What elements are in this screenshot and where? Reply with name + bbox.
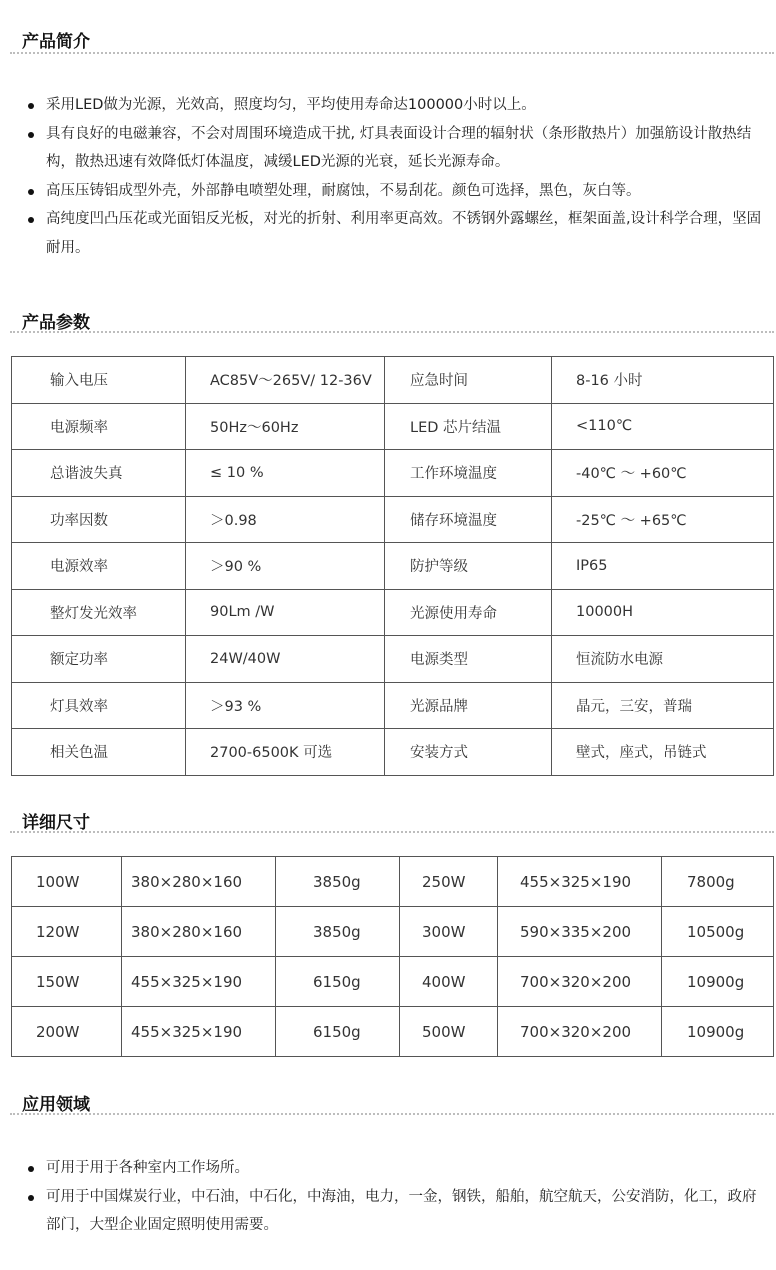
intro-divider [10, 52, 774, 54]
size-table [11, 856, 774, 1057]
param-label: 光源使用寿命 [385, 589, 552, 636]
size-weight: 6150g [276, 1007, 400, 1057]
param-label: 功率因数 [12, 496, 186, 543]
size-power: 120W [12, 907, 122, 957]
size-dimensions: 455×325×190 [498, 857, 662, 907]
param-value: -25℃ ～ +65℃ [552, 496, 774, 543]
table-row [12, 1007, 774, 1057]
intro-list [26, 91, 766, 262]
param-label: 光源品牌 [385, 682, 552, 729]
size-dimensions: 455×325×190 [122, 957, 276, 1007]
table-row [12, 589, 774, 636]
size-weight: 10900g [662, 1007, 774, 1057]
param-value: ＞0.98 [186, 496, 385, 543]
param-label: 总谐波失真 [12, 450, 186, 497]
table-row [12, 543, 774, 590]
table-row [12, 729, 774, 776]
params-divider [10, 331, 774, 333]
param-value: ≤ 10 % [186, 450, 385, 497]
table-row [12, 403, 774, 450]
table-row [12, 636, 774, 683]
param-label: LED 芯片结温 [385, 403, 552, 450]
param-value: 50Hz～60Hz [186, 403, 385, 450]
size-power: 300W [400, 907, 498, 957]
intro-item: 高压压铸铝成型外壳，外部静电喷塑处理，耐腐蚀，不易刮花。颜色可选择，黑色，灰白等。 [26, 177, 766, 206]
size-weight: 10900g [662, 957, 774, 1007]
size-dimensions: 700×320×200 [498, 1007, 662, 1057]
param-value: 8-16 小时 [552, 357, 774, 404]
table-row [12, 357, 774, 404]
param-label: 储存环境温度 [385, 496, 552, 543]
param-value: 24W/40W [186, 636, 385, 683]
param-value: 90Lm /W [186, 589, 385, 636]
intro-item: 采用LED做为光源，光效高，照度均匀，平均使用寿命达100000小时以上。 [26, 91, 766, 120]
size-weight: 10500g [662, 907, 774, 957]
size-weight: 3850g [276, 857, 400, 907]
param-value: ＞90 % [186, 543, 385, 590]
param-label: 输入电压 [12, 357, 186, 404]
param-value: 2700-6500K 可选 [186, 729, 385, 776]
table-row [12, 496, 774, 543]
param-label: 安装方式 [385, 729, 552, 776]
param-value: 10000H [552, 589, 774, 636]
size-weight: 7800g [662, 857, 774, 907]
size-dimensions: 380×280×160 [122, 907, 276, 957]
params-table [11, 356, 774, 776]
application-item: 可用于中国煤炭行业，中石油，中石化，中海油，电力，一金，钢铁，船舶，航空航天，公安消防，化工，政府部门，大型企业固定照明使用需要。 [26, 1183, 766, 1240]
param-label: 相关色温 [12, 729, 186, 776]
param-label: 应急时间 [385, 357, 552, 404]
intro-title: 产品简介 [22, 32, 90, 52]
intro-item: 高纯度凹凸压花或光面铝反光板，对光的折射、利用率更高效。不锈钢外露螺丝，框架面盖,设计科学合理，坚固耐用。 [26, 205, 766, 262]
param-value: 壁式，座式，吊链式 [552, 729, 774, 776]
size-dimensions: 455×325×190 [122, 1007, 276, 1057]
application-item: 可用于用于各种室内工作场所。 [26, 1154, 766, 1183]
param-value: IP65 [552, 543, 774, 590]
param-label: 整灯发光效率 [12, 589, 186, 636]
size-weight: 3850g [276, 907, 400, 957]
table-row [12, 682, 774, 729]
param-label: 电源频率 [12, 403, 186, 450]
size-dimensions: 380×280×160 [122, 857, 276, 907]
size-power: 400W [400, 957, 498, 1007]
size-power: 250W [400, 857, 498, 907]
param-label: 灯具效率 [12, 682, 186, 729]
table-row [12, 907, 774, 957]
param-value: -40℃ ～ +60℃ [552, 450, 774, 497]
size-power: 150W [12, 957, 122, 1007]
param-label: 额定功率 [12, 636, 186, 683]
table-row [12, 857, 774, 907]
applications-divider [10, 1113, 774, 1115]
intro-item: 具有良好的电磁兼容，不会对周围环境造成干扰, 灯具表面设计合理的辐射状（条形散热片）加强筋设计散热结构，散热迅速有效降低灯体温度，减缓LED光源的光衰，延长光源寿命。 [26, 120, 766, 177]
param-value: 晶元，三安，普瑞 [552, 682, 774, 729]
size-power: 100W [12, 857, 122, 907]
table-row [12, 450, 774, 497]
param-label: 电源类型 [385, 636, 552, 683]
applications-list [26, 1154, 766, 1240]
params-title: 产品参数 [22, 313, 90, 333]
size-dimensions: 700×320×200 [498, 957, 662, 1007]
size-power: 500W [400, 1007, 498, 1057]
param-label: 电源效率 [12, 543, 186, 590]
param-label: 工作环境温度 [385, 450, 552, 497]
param-value: <110℃ [552, 403, 774, 450]
sizes-title: 详细尺寸 [22, 813, 90, 833]
param-value: AC85V～265V/ 12-36V [186, 357, 385, 404]
param-value: ＞93 % [186, 682, 385, 729]
size-weight: 6150g [276, 957, 400, 1007]
sizes-divider [10, 831, 774, 833]
param-label: 防护等级 [385, 543, 552, 590]
table-row [12, 957, 774, 1007]
param-value: 恒流防水电源 [552, 636, 774, 683]
size-dimensions: 590×335×200 [498, 907, 662, 957]
applications-title: 应用领域 [22, 1095, 90, 1115]
size-power: 200W [12, 1007, 122, 1057]
